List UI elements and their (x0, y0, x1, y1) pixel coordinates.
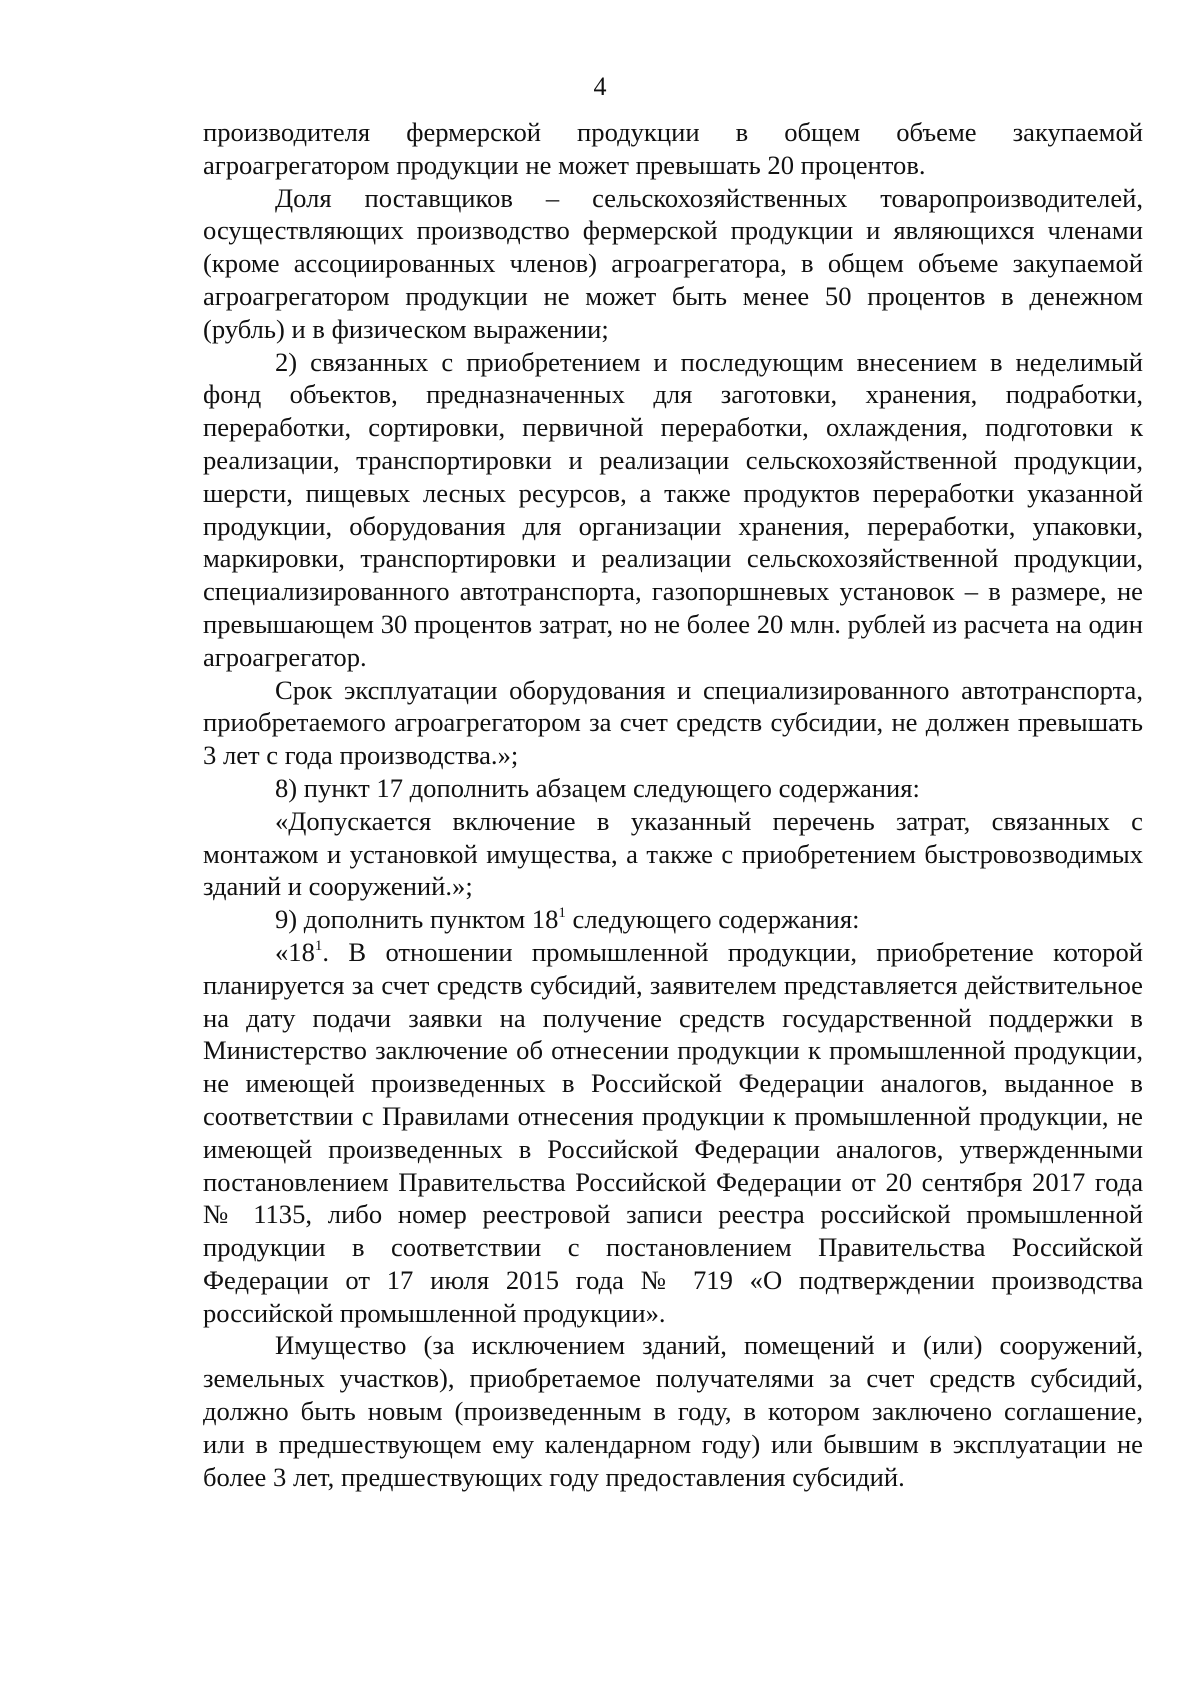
paragraph-2: Доля поставщиков – сельскохозяйственных товаропроизводителей, осуществляющих производство фермерской продукции и являющихся членами (кроме ассоциированных членов) агроагрегатора, в общем объеме закупаемой агроагрегатором продукции не может быть менее 50 процентов в денежном (рубль) и в физическом выражении; (203, 182, 1143, 344)
paragraph-9: Имущество (за исключением зданий, помещений и (или) сооружений, земельных участков), приобретаемое получателями за счет средств субсидий, должно быть новым (произведенным в году, в котором заключено соглашение, или в предшествующем ему календарном году) или бывшим в эксплуатации не более 3 лет, предшествующих году предоставления субсидий. (203, 1330, 1143, 1492)
paragraph-7-text: 9) дополнить пунктом 18 (275, 904, 559, 935)
superscript: 1 (558, 905, 566, 922)
paragraph-8-text-end: . В отношении промышленной продукции, приобретение которой планируется за счет средств субсидий, заявителем представляется действительное на дату подачи заявки на получение средств государственной поддержки в Министерство заключение об отнесении продукции к промышленной продукции, не имеющей произведенных в Российской Федерации аналогов, выданное в соответствии с Правилами отнесения продукции к промышленной продукции, не имеющей произведенных в Российской Федерации аналогов, утвержденными постановлением Правительства Российской Федерации от 20 сентября 2017 года № 1135, либо номер реестровой записи реестра российской промышленной продукции в соответствии с постановлением Правительства Российской Федерации от 17 июля 2015 года № 719 «О подтверждении производства российской промышленной продукции». (203, 936, 1143, 1328)
superscript: 1 (314, 937, 323, 954)
paragraph-8-text: «18 (275, 936, 315, 967)
paragraph-3: 2) связанных с приобретением и последующим внесением в неделимый фонд объектов, предназначенных для заготовки, хранения, подработки, переработки, сортировки, первичной переработки, охлаждения, подготовки к реализации, транспортировки и реализации сельскохозяйственной продукции, шерсти, пищевых лесных ресурсов, а также продуктов переработки указанной продукции, оборудования для организации хранения, переработки, упаковки, маркировки, транспортировки и реализации сельскохозяйственной продукции, специализированного автотранспорта, газопоршневых установок – в размере, не превышающем 30 процентов затрат, но не более 20 млн. рублей из расчета на один агроагрегатор. (203, 346, 1143, 672)
paragraph-4: Срок эксплуатации оборудования и специализированного автотранспорта, приобретаемого агроагрегатором за счет средств субсидии, не должен превышать 3 лет с года производства.»; (203, 674, 1143, 771)
paragraph-8 (203, 936, 1143, 1330)
paragraph-7-text-end: следующего содержания: (565, 904, 860, 935)
paragraph-6: «Допускается включение в указанный перечень затрат, связанных с монтажом и установкой имущества, а также с приобретением быстровозводимых зданий и сооружений.»; (203, 805, 1143, 902)
document-body (203, 116, 1143, 1493)
page-number: 4 (593, 72, 607, 101)
paragraph-5: 8) пункт 17 дополнить абзацем следующего содержания: (275, 772, 920, 803)
paragraph-1: производителя фермерской продукции в общем объеме закупаемой агроагрегатором продукции не может превышать 20 процентов. (203, 117, 1143, 180)
paragraph-7 (203, 903, 1143, 936)
